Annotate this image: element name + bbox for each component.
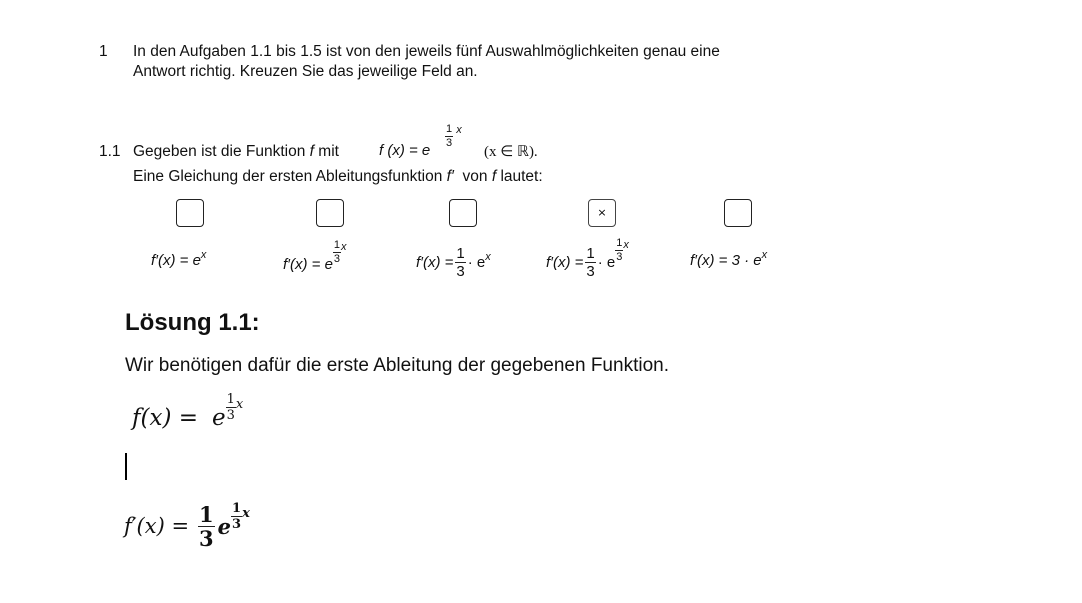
solution-text: Wir benötigen dafür die erste Ableitung der gegebenen Funktion. bbox=[125, 355, 669, 376]
answer-checkbox-1[interactable] bbox=[176, 199, 204, 227]
option-4-exp-var: x bbox=[623, 238, 629, 251]
option-3-rest: · e bbox=[467, 254, 486, 271]
option-4-coef bbox=[585, 246, 595, 279]
eq2-exp-den: 3 bbox=[232, 516, 242, 532]
option-5-sup: x bbox=[761, 248, 768, 261]
eq1-exp-var: x bbox=[235, 396, 244, 412]
option-3-coef bbox=[455, 246, 465, 279]
task-function-exponent bbox=[445, 124, 462, 149]
intro-number: 1 bbox=[99, 43, 108, 60]
option-2-exp-den: 3 bbox=[333, 253, 341, 265]
task-exp-den: 3 bbox=[446, 137, 453, 149]
answer-checkbox-4[interactable] bbox=[588, 199, 616, 227]
task-given-prefix: Gegeben ist die Funktion bbox=[133, 143, 306, 160]
option-3-sup: x bbox=[485, 250, 491, 263]
task-lautet: lautet: bbox=[500, 168, 543, 185]
option-2-exp-var: x bbox=[341, 240, 347, 253]
eq2-exp-num: 1 bbox=[232, 500, 242, 516]
eq1-exp-den: 3 bbox=[226, 407, 235, 423]
eq2-coef bbox=[198, 501, 215, 551]
solution-equation-2 bbox=[124, 500, 250, 552]
answer-checkbox-2[interactable] bbox=[316, 199, 344, 227]
eq2-coef-num: 1 bbox=[199, 501, 214, 527]
eq2-base: e bbox=[217, 513, 232, 539]
option-2-lhs: f′(x) = e bbox=[283, 256, 333, 273]
task-function-lhs bbox=[379, 142, 430, 159]
answer-option-4 bbox=[546, 237, 629, 280]
eq2-coef-den: 3 bbox=[199, 525, 214, 551]
option-3-lhs: f′(x) = bbox=[416, 254, 454, 271]
option-3-coef-den: 3 bbox=[456, 263, 465, 280]
option-4-exponent bbox=[615, 238, 629, 263]
task-number: 1.1 bbox=[99, 143, 121, 160]
eq1-base: e bbox=[212, 405, 226, 431]
task-function-lhs-text: f (x) = e bbox=[379, 142, 431, 159]
option-2-exp-num: 1 bbox=[333, 239, 341, 251]
option-1-lhs: f′(x) = e bbox=[151, 252, 201, 269]
task-line2-prefix: Eine Gleichung der ersten Ableitungsfunktion bbox=[133, 168, 443, 185]
task-f-symbol: f bbox=[309, 143, 314, 160]
option-5-lhs: f′(x) = 3 · e bbox=[690, 252, 762, 269]
task-fprime-symbol: f′ bbox=[446, 168, 454, 185]
answer-checkbox-3[interactable] bbox=[449, 199, 477, 227]
option-2-exponent bbox=[333, 240, 347, 265]
task-domain: (x ∈ ℝ). bbox=[484, 144, 538, 160]
intro-line-2: Antwort richtig. Kreuzen Sie das jeweilige Feld an. bbox=[133, 63, 478, 80]
answer-option-3 bbox=[416, 246, 491, 279]
intro-line-1: In den Aufgaben 1.1 bis 1.5 ist von den jeweils fünf Auswahlmöglichkeiten genau eine bbox=[133, 43, 720, 60]
option-4-rest: · e bbox=[597, 254, 616, 271]
task-von: von bbox=[462, 168, 488, 185]
option-4-exp-num: 1 bbox=[616, 237, 623, 249]
option-3-coef-num: 1 bbox=[456, 245, 465, 262]
eq2-exp-var: x bbox=[242, 505, 250, 521]
option-4-exp-den: 3 bbox=[616, 251, 623, 263]
answer-checkbox-5[interactable] bbox=[724, 199, 752, 227]
eq2-lhs: f′(x) = bbox=[124, 514, 190, 538]
eq1-exponent bbox=[226, 393, 244, 422]
check-mark-icon: × bbox=[597, 206, 607, 219]
task-given-line bbox=[133, 142, 339, 162]
answer-option-1 bbox=[151, 248, 207, 269]
eq2-exponent bbox=[231, 502, 250, 531]
option-4-coef-den: 3 bbox=[586, 263, 595, 280]
text-cursor bbox=[125, 453, 127, 480]
eq1-lhs: f(x) = bbox=[132, 405, 199, 431]
option-4-lhs: f′(x) = bbox=[546, 254, 584, 271]
eq1-exp-num: 1 bbox=[226, 391, 235, 407]
task-line-2 bbox=[133, 167, 543, 187]
option-4-coef-num: 1 bbox=[586, 245, 595, 262]
task-exp-num: 1 bbox=[446, 123, 453, 135]
answer-option-5 bbox=[690, 248, 768, 269]
task-f-symbol-2: f bbox=[491, 168, 497, 185]
option-1-sup: x bbox=[200, 248, 207, 261]
solution-equation-1 bbox=[132, 391, 244, 440]
task-exp-var: x bbox=[456, 124, 462, 137]
answer-option-2 bbox=[283, 239, 347, 277]
solution-heading: Lösung 1.1: bbox=[125, 309, 260, 336]
task-mit: mit bbox=[318, 143, 339, 160]
